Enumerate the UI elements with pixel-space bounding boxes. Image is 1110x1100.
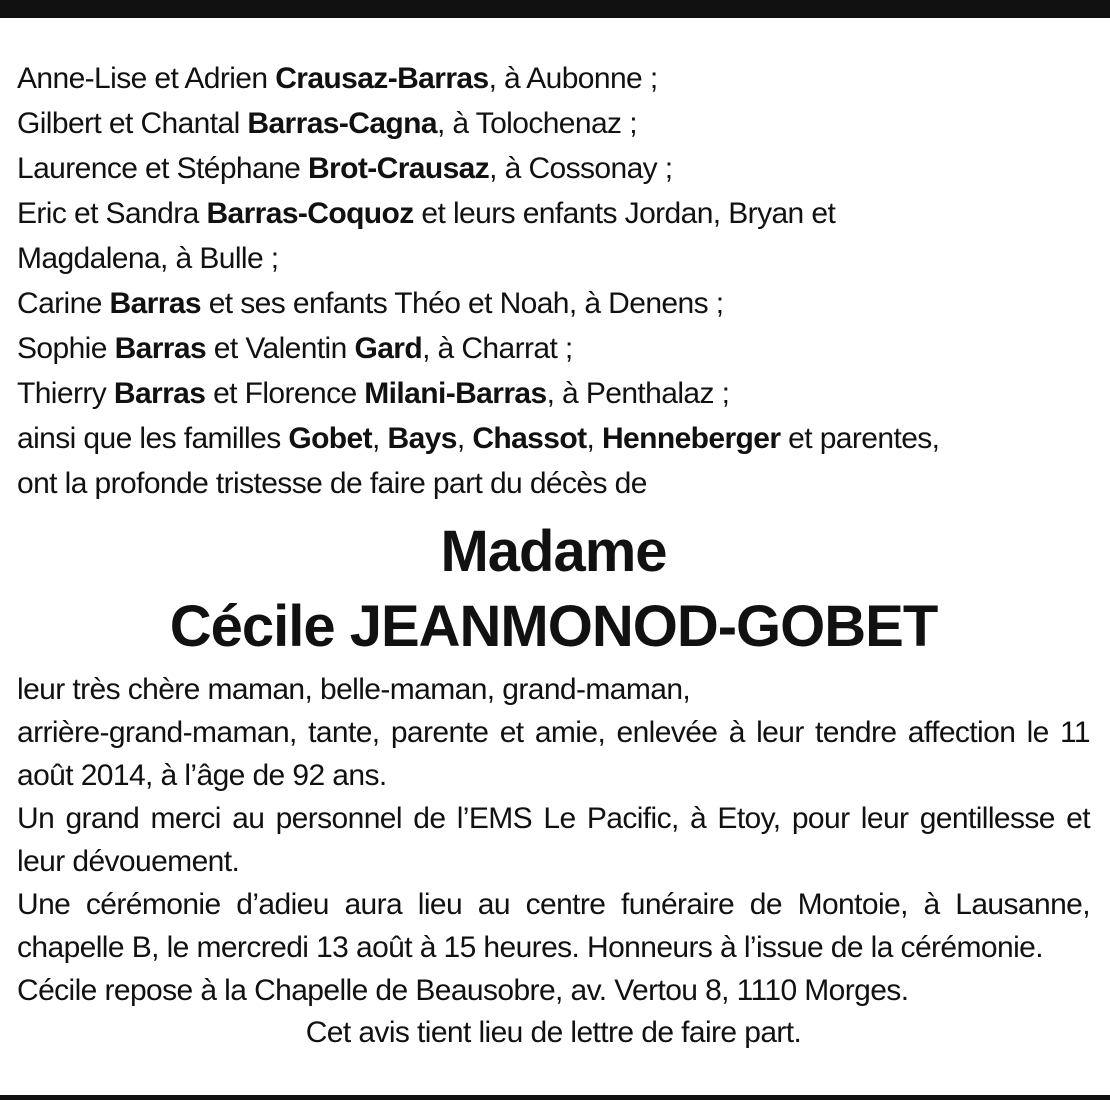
family-line-text: , à Tolochenaz ; [436,107,637,140]
family-surname: Gard [354,332,423,365]
announcement-line: ont la profonde tristesse de faire part du décès de [17,467,647,500]
family-line-text: et Valentin [206,332,355,365]
family-surname: Milani-Barras [364,377,547,410]
family-surname: Barras-Coquoz [206,197,414,230]
family-line [17,281,1090,326]
family-line-text: , à Aubonne ; [488,62,658,95]
family-surname: Barras-Cagna [247,107,437,140]
family-line [17,146,1090,191]
family-line [17,101,1090,146]
family-line-text: Gilbert et Chantal [17,107,248,140]
family-line-text: , à Penthalaz ; [546,377,730,410]
deceased-title: Madame [440,519,667,584]
family-line-text: Sophie [17,332,115,365]
family-list [17,56,1090,506]
tribute-line: leur très chère maman, belle-maman, grand-maman, [17,673,691,706]
family-line-text: et ses enfants Théo et Noah, à Denens ; [200,287,724,320]
family-line [17,326,1090,371]
closing-line: Cet avis tient lieu de lettre de faire part. [305,1016,802,1049]
deceased-name: Cécile JEANMONOD-GOBET [169,594,938,659]
separator: , [586,422,602,455]
separator: , [456,422,473,455]
deceased-block [17,514,1090,664]
top-rule [0,0,1110,18]
thanks-paragraph: Un grand merci au personnel de l’EMS Le Pacific, à Etoy, pour leur gentillesse et leur dévouement. [17,802,1090,878]
family-line [17,371,1090,416]
repose-paragraph: Cécile repose à la Chapelle de Beausobre, av. Vertou 8, 1110 Morges. [17,974,909,1007]
family-line-text: Thierry [17,377,114,410]
family-surname: Henneberger [601,422,781,455]
family-surname: Chassot [472,422,587,455]
tribute-text [17,668,1090,1012]
family-line-text: Carine [17,287,110,320]
family-surname: Brot-Crausaz [307,152,490,185]
family-line-text: ainsi que les familles [17,422,289,455]
family-line-text: et leurs enfants Jordan, Bryan et Magdalena, à Bulle ; [17,197,836,275]
separator: , [372,422,388,455]
family-line-text: et Florence [205,377,365,410]
tribute-paragraph: arrière-grand-maman, tante, parente et amie, enlevée à leur tendre affection le 11 août 2014, à l’âge de 92 ans. [17,716,1090,792]
family-line [17,191,957,281]
ceremony-paragraph: Une cérémonie d’adieu aura lieu au centre funéraire de Montoie, à Lausanne, chapelle B, le mercredi 13 août à 15 heures. Honneurs à l’issue de la cérémonie. [17,888,1090,964]
family-line-text: Eric et Sandra [17,197,207,230]
family-surname: Barras [109,287,201,320]
bottom-rule [0,1095,1110,1100]
death-notice [17,56,1090,1054]
families-line [17,416,1090,461]
family-surname: Barras [113,377,206,410]
family-surname: Bays [387,422,457,455]
family-line [17,56,1090,101]
family-line-text: Laurence et Stéphane [17,152,308,185]
family-line-text: , à Charrat ; [422,332,573,365]
family-surname: Gobet [288,422,373,455]
family-line-text: et parentes, [780,422,940,455]
family-line-text: Anne-Lise et Adrien [17,62,276,95]
family-surname: Crausaz-Barras [275,62,489,95]
family-line-text: , à Cossonay ; [489,152,673,185]
family-surname: Barras [114,332,207,365]
